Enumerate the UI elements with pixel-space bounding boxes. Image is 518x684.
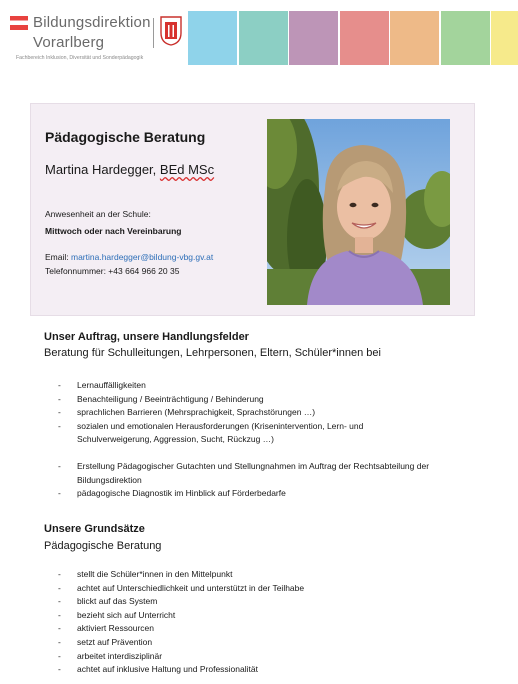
list-item: - arbeitet interdisziplinär (58, 650, 438, 664)
color-stripes (188, 11, 518, 65)
list-item: - blickt auf das System (58, 595, 438, 609)
color-stripe (491, 11, 518, 65)
brand-name-line2: Vorarlberg (33, 34, 105, 51)
list-item: - Erstellung Pädagogischer Gutachten und Stellungnahmen im Auftrag der Rechtsabteilung der Bildungsdirektion (58, 460, 438, 487)
email-link[interactable]: martina.hardegger@bildung-vbg.gv.at (70, 252, 214, 262)
presence-label: Anwesenheit an der Schule: (45, 209, 151, 219)
contact-card (30, 103, 475, 316)
list-item: - stellt die Schüler*innen in den Mittelpunkt (58, 568, 438, 582)
section-intro-principles: Pädagogische Beratung (44, 540, 162, 552)
brand-divider (153, 18, 154, 48)
email-line (45, 252, 213, 262)
list-item: - bezieht sich auf Unterricht (58, 609, 438, 623)
color-stripe (239, 11, 288, 65)
consultant-degree: BEd MSc (159, 162, 215, 177)
section-intro-mission: Beratung für Schulleitungen, Lehrpersonen, Eltern, Schüler*innen bei (44, 347, 381, 359)
section-heading-principles: Unsere Grundsätze (44, 523, 145, 535)
list-item: - achtet auf Unterschiedlichkeit und unterstützt in der Teilhabe (58, 582, 438, 596)
principles-list (58, 568, 438, 677)
portrait-photo (267, 119, 450, 305)
phone-line: Telefonnummer: +43 664 966 20 35 (45, 266, 180, 276)
mission-list-2 (58, 460, 438, 501)
email-label: Email: (45, 252, 71, 262)
list-item: - achtet auf inklusive Haltung und Professionalität (58, 663, 438, 677)
consultant-name-text: Martina Hardegger, (45, 162, 160, 177)
list-item: - sozialen und emotionalen Herausforderungen (Krisenintervention, Lern- und Schulverweigerung, Aggression, Sucht, Rückzug …) (58, 420, 438, 447)
list-item: - aktiviert Ressourcen (58, 622, 438, 636)
presence-value: Mittwoch oder nach Vereinbarung (45, 226, 182, 236)
list-item: - Lernauffälligkeiten (58, 379, 438, 393)
list-item: - sprachlichen Barrieren (Mehrsprachigkeit, Sprachstörungen …) (58, 406, 438, 420)
consultant-name (45, 162, 214, 177)
color-stripe (188, 11, 237, 65)
austria-flag-icon (10, 16, 28, 30)
brand-name-line1: Bildungsdirektion (33, 14, 151, 31)
list-item: - Benachteiligung / Beeinträchtigung / Behinderung (58, 393, 438, 407)
brand-subtitle: Fachbereich Inklusion, Diversität und Sonderpädagogik (16, 55, 144, 61)
color-stripe (441, 11, 490, 65)
list-item: - setzt auf Prävention (58, 636, 438, 650)
color-stripe (289, 11, 338, 65)
list-item: - pädagogische Diagnostik im Hinblick auf Förderbedarfe (58, 487, 438, 501)
color-stripe (390, 11, 439, 65)
card-title: Pädagogische Beratung (45, 129, 206, 145)
section-heading-mission: Unser Auftrag, unsere Handlungsfelder (44, 331, 249, 343)
color-stripe (340, 11, 389, 65)
coat-of-arms-icon (160, 16, 182, 46)
mission-list-1 (58, 379, 438, 447)
